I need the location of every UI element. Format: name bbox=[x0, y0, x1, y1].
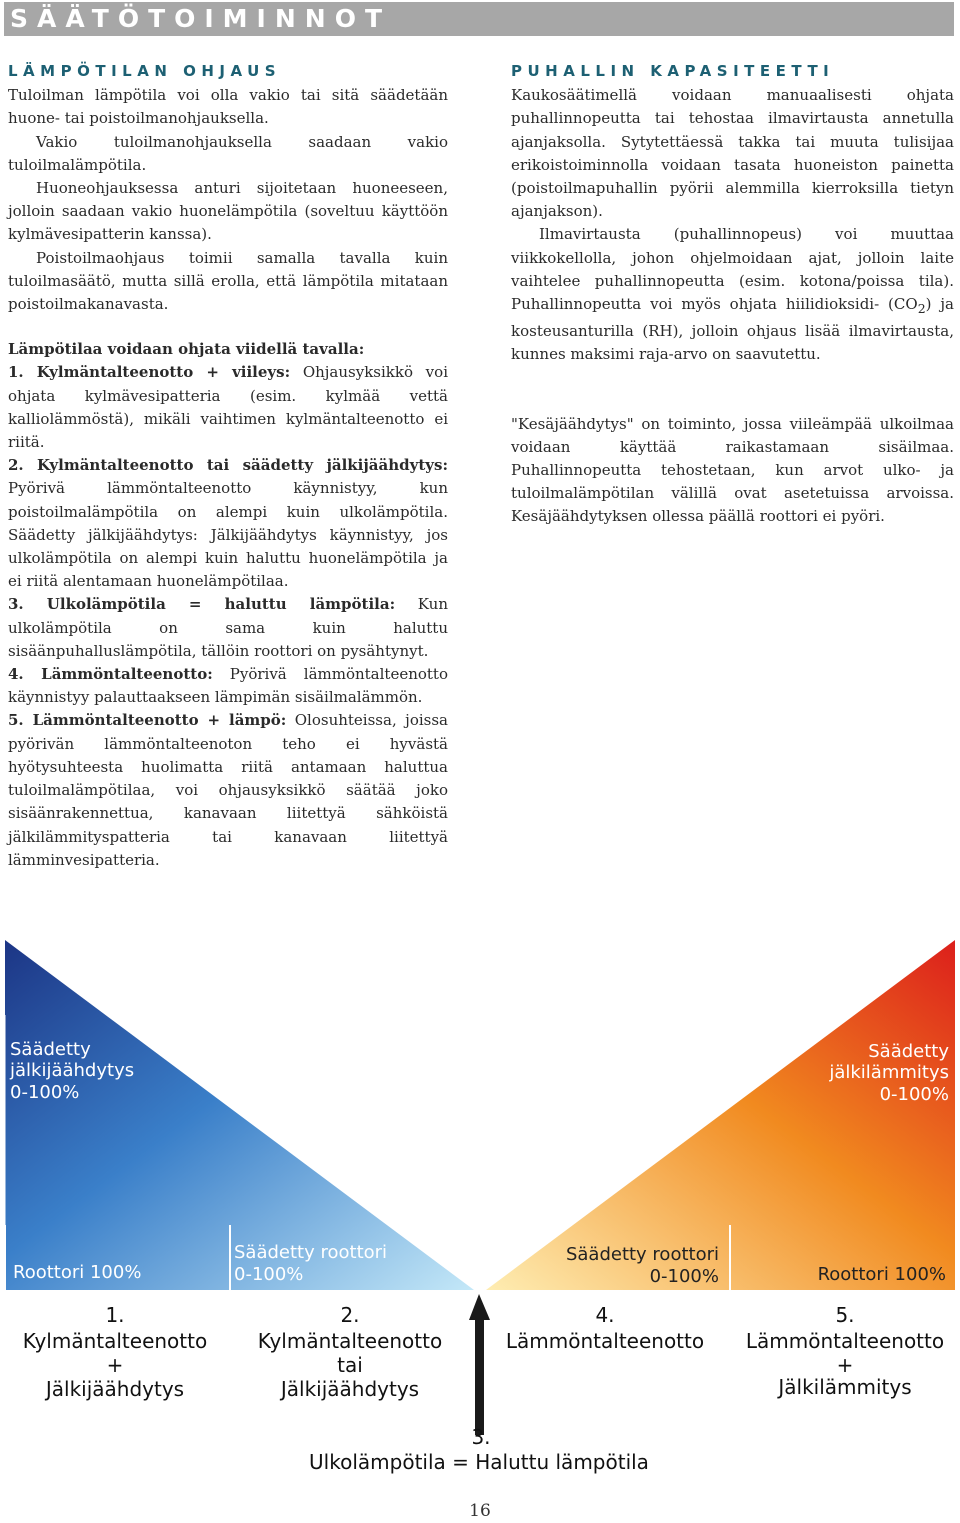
left-column bbox=[8, 60, 448, 872]
paragraph: Tuloilman lämpötila voi olla vakio tai sitä säädetään huone- tai poistoilmanohjauksella. bbox=[8, 86, 448, 128]
cooling-triangle bbox=[5, 940, 474, 1290]
mode-5-label: + bbox=[836, 1353, 854, 1377]
mode-5-label: Lämmöntalteenotto bbox=[745, 1329, 945, 1353]
left-top-label: 0-100% bbox=[10, 1082, 80, 1103]
roottori-right-label: Roottori 100% bbox=[817, 1264, 946, 1285]
paragraph: "Kesäjäähdytys" on toiminto, jossa viileämpää ulkoilmaa voidaan käyttää raikastamaan sisäilmaa. Puhallinnopeutta tehostetaan, kun arvot ulko- ja tuloilmalämpötilan välillä ovat asetetuissa arvoissa. Kesäjäähdytyksen ollessa päällä roottori ei pyöri. bbox=[511, 414, 954, 526]
list-item: 3. Ulkolämpötila = haluttu lämpötila: Kun ulkolämpötila on sama kuin haluttu sisäänpuhalluslämpötila, tällöin roottori on pysähtynyt. bbox=[8, 595, 449, 660]
right-column bbox=[511, 60, 954, 529]
left-top-label: jälkijäähdytys bbox=[10, 1060, 135, 1081]
mode-2-label: Jälkijäähdytys bbox=[280, 1377, 420, 1401]
saadetty-roottori-right-label: Säädetty roottori bbox=[565, 1244, 719, 1265]
mode-3-label: 3. bbox=[471, 1425, 491, 1449]
paragraph: Ilmavirtausta (puhallinnopeus) voi muuttaa viikkokellolla, johon ohjelmoidaan ajat, jolloin laite vaihtelee puhallinnopeutta (esim. kotona/poissa tila). Puhallinnopeutta voi myös ohjata hiilidioksidi- $(CO_2)$ ja kosteusanturilla (RH), jolloin ohjaus lisää ilmavirtausta, kunnes maksimi raja-arvo on saavutettu. bbox=[511, 225, 954, 364]
mode-5-label: 5. bbox=[835, 1303, 855, 1327]
page-number: 16 bbox=[469, 1501, 491, 1521]
mode-4-label: 4. bbox=[595, 1303, 615, 1327]
control-modes-heading: Lämpötilaa voidaan ohjata viidellä tavalla: bbox=[8, 340, 365, 359]
right-top-label: Säädetty bbox=[868, 1041, 949, 1062]
section-title: SÄÄTÖTOIMINNOT bbox=[10, 4, 392, 33]
left-top-label: Säädetty bbox=[10, 1039, 91, 1060]
roottori-left-label: Roottori 100% bbox=[13, 1262, 142, 1283]
list-item: 2. Kylmäntalteenotto tai säädetty jälkijäähdytys: Pyörivä lämmöntalteenotto käynnistyy, kun poistoilmalämpötila on alempi kuin ulkolämpötila. Säädetty jälkijäähdytys: Jälkijäähdytys käynnistyy, jos ulkolämpötila on alempi kuin haluttu huonelämpötila ja ei riitä alentamaan huonelämpötilaa. bbox=[8, 456, 448, 591]
saadetty-roottori-right-label: 0-100% bbox=[649, 1266, 719, 1287]
mode-2-label: 2. bbox=[340, 1303, 360, 1327]
list-item: 5. Lämmöntalteenotto + lämpö: Olosuhteissa, joissa pyörivän lämmöntalteenoton teho ei hyvästä hyötysuhteesta huolimatta riitä antamaan haluttua tuloilmalämpötilaa, voi ohjausyksikkö säätää joko sisäänrakennettua, kanavaan liitettyä sähköistä jälkilämmityspatteria tai kanavaan liitettyä lämminvesipatteria. bbox=[8, 711, 448, 869]
list-item: 4. Lämmöntalteenotto: Pyörivä lämmöntalteenotto käynnistyy palauttaakseen lämpimän sisäilmalämmön. bbox=[8, 665, 448, 707]
mode-2-label: tai bbox=[337, 1353, 363, 1377]
arrow-up-icon bbox=[469, 1294, 490, 1435]
mode-3-label: Ulkolämpötila = Haluttu lämpötila bbox=[309, 1450, 649, 1474]
mode-4-label: Lämmöntalteenotto bbox=[505, 1329, 705, 1353]
right-top-label: jälkilämmitys bbox=[829, 1062, 949, 1083]
mode-1-label: Jälkijäähdytys bbox=[45, 1377, 185, 1401]
right-top-label: 0-100% bbox=[879, 1084, 949, 1105]
mode-1-label: + bbox=[106, 1353, 124, 1377]
mode-5-label: Jälkilämmitys bbox=[778, 1375, 912, 1399]
heat-recovery-diagram bbox=[0, 935, 960, 1485]
mode-1-label: 1. bbox=[105, 1303, 125, 1327]
saadetty-roottori-left-label: Säädetty roottori bbox=[234, 1242, 388, 1263]
saadetty-roottori-left-label: 0-100% bbox=[234, 1264, 304, 1285]
paragraph: Poistoilmaohjaus toimii samalla tavalla kuin tuloilmasäätö, mutta sillä erolla, että lämpötila mitataan poistoilmakanavasta. bbox=[8, 248, 448, 314]
list-item: 1. Kylmäntalteenotto + viileys: Ohjausyksikkö voi ohjata kylmävesipatteria (esim. kylmää vettä kalliolämmöstä), mikäli vaihtimen kylmäntalteenotto ei riitä. bbox=[8, 363, 448, 452]
fan-capacity-heading: PUHALLIN KAPASITEETTI bbox=[511, 62, 835, 80]
paragraph: Huoneohjauksessa anturi sijoitetaan huoneeseen, jolloin saadaan vakio huonelämpötila (soveltuu käyttöön kylmävesipatterin kanssa). bbox=[8, 179, 448, 244]
mode-2-label: Kylmäntalteenotto bbox=[257, 1329, 443, 1353]
heating-triangle bbox=[486, 940, 955, 1290]
paragraph: Kaukosäätimellä voidaan manuaalisesti ohjata puhallinnopeutta tai tehostaa ilmavirtausta annetulla ajanjaksolla. Sytytettäessä takka tai muuta tulisijaa erikoistoiminnolla voidaan tasata huoneiston painetta (poistoilmapuhallin pyörii alemmilla kierroksilla tietyn ajanjakson). bbox=[511, 86, 954, 221]
mode-1-label: Kylmäntalteenotto bbox=[22, 1329, 208, 1353]
paragraph: Vakio tuloilmanohjauksella saadaan vakio tuloilmalämpötila. bbox=[8, 132, 448, 174]
section-header-bar bbox=[4, 2, 954, 36]
temperature-control-heading: LÄMPÖTILAN OHJAUS bbox=[8, 62, 282, 80]
